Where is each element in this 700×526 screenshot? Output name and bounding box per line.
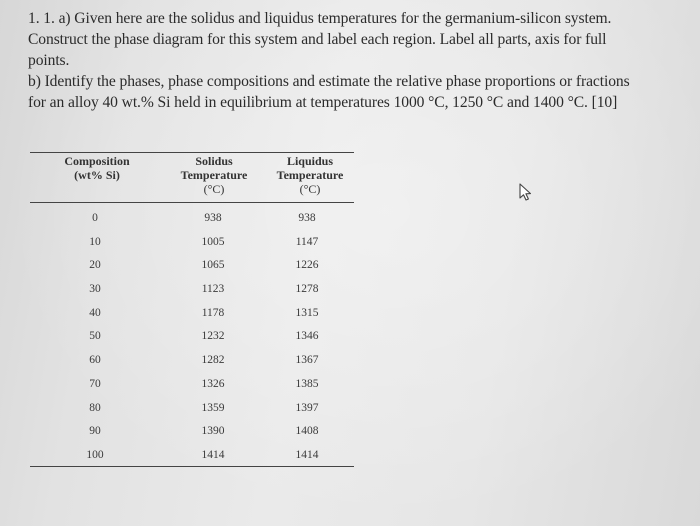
header-solidus-line-2: Temperature [180,168,248,182]
header-solidus [164,154,264,196]
cell-composition: 10 [89,235,101,248]
question-line-4: b) Identify the phases, phase compositions and estimate the relative phase proportions or fractions [28,73,630,90]
question-line-1: 1. 1. a) Given here are the solidus and liquidus temperatures for the germanium-silicon system. [28,10,612,27]
cell-composition: 80 [89,401,101,414]
table-header-rule [30,202,354,203]
cell-composition: 20 [89,259,101,272]
cell-composition: 30 [89,283,101,296]
cell-liquidus: 938 [298,212,316,224]
table-top-rule [30,152,354,153]
table-bottom-rule [30,466,354,467]
cell-composition: 60 [89,354,101,367]
cell-composition: 0 [92,212,98,224]
table-row [30,305,354,329]
cell-liquidus: 1147 [295,235,319,248]
cell-solidus: 1414 [201,448,225,461]
cell-solidus: 1065 [201,259,225,272]
cell-solidus: 1005 [201,235,225,248]
question-line-5: for an alloy 40 wt.% Si held in equilibrium at temperatures 1000 °C, 1250 °C and 1400 °C. [10] [28,94,618,111]
table-row [30,281,354,305]
cell-composition: 50 [89,330,101,343]
cell-solidus: 1123 [201,283,225,296]
header-composition [52,154,142,182]
cell-liquidus: 1385 [295,377,319,390]
question-line-3: points. [28,52,70,69]
cell-liquidus: 1408 [295,425,319,438]
table-row [30,257,354,281]
cell-liquidus: 1315 [295,306,319,319]
question-text [28,8,680,113]
cell-solidus: 1232 [201,330,225,343]
header-composition-line-1: Composition [64,154,130,168]
cell-solidus: 1326 [201,377,225,390]
cell-solidus: 1390 [201,425,225,438]
table-row [30,400,354,424]
mouse-pointer-icon [517,182,537,202]
table-row [30,352,354,376]
table-body [30,210,354,471]
header-solidus-line-1: Solidus [195,154,233,168]
cell-liquidus: 1278 [295,283,319,296]
header-liquidus-line-1: Liquidus [286,154,334,168]
cell-solidus: 1178 [201,306,225,319]
table-row [30,447,354,471]
header-liquidus [260,154,360,196]
cell-solidus: 938 [204,212,222,224]
cell-solidus: 1359 [201,401,225,414]
header-solidus-unit: (°C) [203,182,225,196]
question-line-2: Construct the phase diagram for this system and label each region. Label all parts, axis for full [28,31,607,48]
header-liquidus-unit: (°C) [299,182,321,196]
cell-liquidus: 1346 [295,330,319,343]
cell-liquidus: 1367 [295,354,319,367]
cell-liquidus: 1226 [295,259,319,272]
table-row [30,376,354,400]
cell-composition: 40 [89,306,101,319]
cell-liquidus: 1397 [295,401,319,414]
table-row [30,234,354,258]
table-row [30,423,354,447]
cell-composition: 100 [86,448,104,461]
table-row [30,328,354,352]
cell-liquidus: 1414 [295,448,319,461]
header-liquidus-line-2: Temperature [276,168,344,182]
cell-solidus: 1282 [201,354,225,367]
header-composition-line-2: (wt% Si) [74,168,120,182]
cell-composition: 90 [89,425,101,438]
table-row [30,210,354,234]
cell-composition: 70 [89,377,101,390]
